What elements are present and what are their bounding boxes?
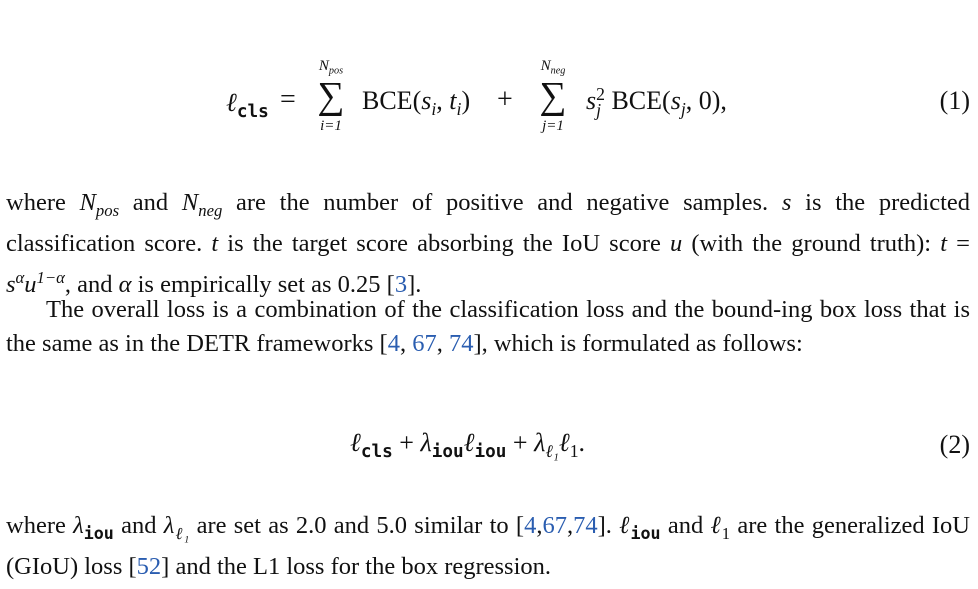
paragraph-overall-loss <box>6 293 970 360</box>
iou-subscript: iou <box>630 523 661 543</box>
j-subscript: j <box>596 100 602 121</box>
s-symbol: s <box>670 86 681 115</box>
text: are the generalized IoU (GIoU) loss [ <box>6 512 970 581</box>
citation-link[interactable]: 67 <box>412 329 437 357</box>
equation-number: (1) <box>939 86 970 115</box>
t-symbol: t <box>211 230 219 258</box>
ell-symbol: ℓ <box>463 428 475 457</box>
citation-link[interactable]: 3 <box>394 270 408 298</box>
sigma-symbol: ∑ <box>317 75 345 117</box>
one-subscript: 1 <box>569 441 579 462</box>
comma: , <box>436 329 449 357</box>
cls-subscript: cls <box>360 442 393 463</box>
alpha-superscript: α <box>15 267 25 287</box>
plus-sign: + <box>506 428 535 457</box>
squared-superscript: 2 <box>596 84 605 105</box>
s-symbol: s <box>421 86 432 115</box>
paragraph-loss-weights <box>6 509 970 584</box>
text: are set as 2.0 and 5.0 similar to [ <box>189 512 525 539</box>
sigma-symbol: ∑ <box>539 75 567 117</box>
comma: , <box>399 329 413 357</box>
sum-upper-limit <box>296 56 366 76</box>
text: ], which is formulated as follows: <box>473 329 803 357</box>
equals-sign: = <box>947 230 970 258</box>
n-symbol: N <box>181 189 199 216</box>
bce-function: BCE( <box>362 86 422 115</box>
u-symbol: u <box>670 230 683 258</box>
text: ] and the L1 loss for the box regression. <box>161 553 552 581</box>
citation-link[interactable]: 4 <box>387 329 400 357</box>
summation-negative <box>518 56 588 136</box>
equation-2-body <box>350 428 585 462</box>
text: where <box>6 512 74 539</box>
plus-sign: + <box>392 428 421 457</box>
text: is the predicted classification score. <box>6 189 971 258</box>
n-symbol: N <box>79 189 96 216</box>
equation-2 <box>0 424 978 468</box>
bce-function: BCE( <box>604 86 671 115</box>
sum-upper-limit <box>518 56 588 76</box>
text: The overall loss is a combination of the classification loss and the bound-ing box loss that is the same as in the DETR frameworks [ <box>6 296 970 357</box>
citation-link[interactable]: 4 <box>524 512 537 539</box>
text: is the target score absorbing the IoU score <box>218 230 670 258</box>
comma: , <box>436 86 450 115</box>
citation-link[interactable]: 74 <box>573 512 598 539</box>
plus-sign: + <box>497 84 513 115</box>
bce-negative-term <box>586 86 727 120</box>
comma: , <box>536 512 543 539</box>
text: (with the ground truth): <box>682 230 941 258</box>
pos-subscript: pos <box>328 65 344 77</box>
t-symbol: t <box>940 230 948 258</box>
citation-link[interactable]: 67 <box>542 512 567 539</box>
exponent: 1−α <box>36 267 65 287</box>
text: and <box>119 189 182 216</box>
ell-symbol: ℓ <box>710 512 722 539</box>
equation-1-lhs <box>226 88 269 122</box>
neg-subscript: neg <box>198 200 223 220</box>
iou-subscript: iou <box>474 442 507 463</box>
text: , and <box>64 270 119 298</box>
ell-symbol: ℓ <box>619 512 631 539</box>
one-subscript: 1 <box>721 523 731 543</box>
citation-link[interactable]: 74 <box>448 329 474 357</box>
text: and <box>113 512 164 539</box>
equation-1 <box>0 48 978 158</box>
paragraph-loss-definitions <box>6 186 970 301</box>
period: . <box>578 428 586 457</box>
j-subscript: j <box>680 99 686 120</box>
comma: , <box>566 512 574 539</box>
sup-sub-stack <box>596 84 605 121</box>
pos-subscript: pos <box>95 200 120 220</box>
ell-symbol: ℓ <box>350 428 361 457</box>
text: are the number of positive and negative samples. <box>222 189 782 216</box>
iou-subscript: iou <box>431 442 464 463</box>
ell-symbol: ℓ <box>226 88 237 117</box>
text: and <box>660 512 711 539</box>
bce-positive-term <box>362 86 470 120</box>
ell-symbol: ℓ <box>558 428 570 457</box>
n-symbol: N <box>540 58 551 74</box>
text: ]. <box>407 270 422 298</box>
iou-subscript: iou <box>83 523 114 543</box>
s-symbol: s <box>586 86 597 115</box>
lambda-symbol: λ <box>163 512 175 539</box>
i-subscript: i <box>431 99 437 120</box>
text: where <box>6 189 80 216</box>
ell1-subscript: ℓ₁ <box>174 523 190 543</box>
u-symbol: u <box>24 270 37 298</box>
neg-subscript: neg <box>550 65 566 77</box>
i-subscript: i <box>456 99 462 120</box>
equation-number: (2) <box>939 430 970 459</box>
ell1-subscript: ℓ₁ <box>545 441 559 462</box>
text: is empirically set as 0.25 [ <box>131 270 395 298</box>
zero-arg: , 0), <box>685 86 727 115</box>
text: ]. <box>597 512 620 539</box>
s-symbol: s <box>6 270 16 298</box>
sum-lower-limit: i=1 <box>320 118 342 134</box>
alpha-symbol: α <box>118 270 132 298</box>
lambda-symbol: λ <box>73 512 84 539</box>
n-symbol: N <box>318 58 329 74</box>
equals-sign: = <box>280 84 296 115</box>
sum-lower-limit: j=1 <box>542 118 564 134</box>
lambda-symbol: λ <box>534 428 546 457</box>
summation-positive <box>296 56 366 136</box>
lambda-symbol: λ <box>420 428 432 457</box>
cls-subscript: cls <box>236 102 269 123</box>
s-symbol: s <box>781 189 792 216</box>
t-symbol: t <box>449 86 457 115</box>
close-paren: ) <box>461 86 471 115</box>
citation-link[interactable]: 52 <box>136 553 162 581</box>
